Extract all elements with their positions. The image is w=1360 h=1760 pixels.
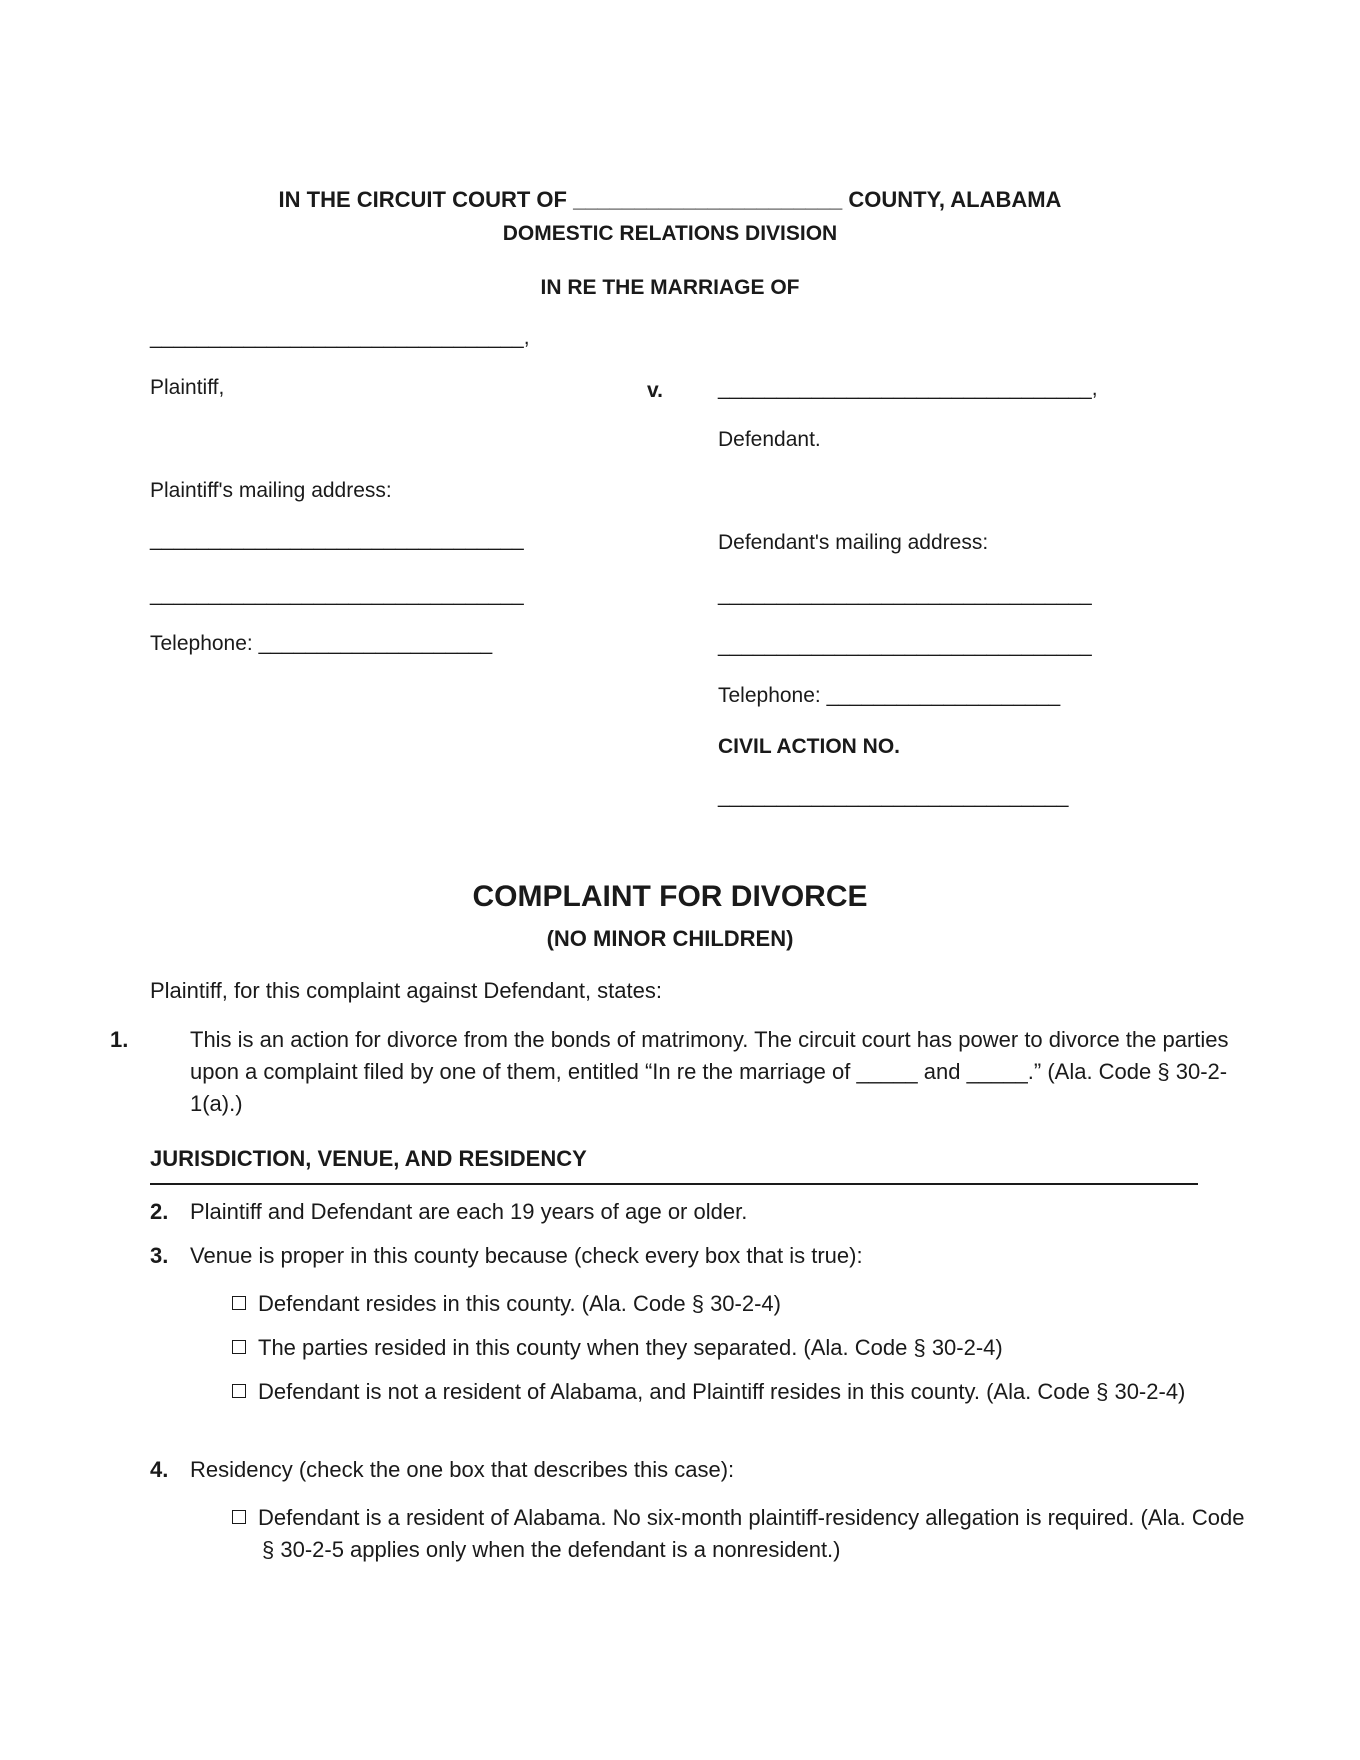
plaintiff-address-line1: ________________________________ <box>150 528 524 551</box>
defendant-address-line1: ________________________________ <box>718 583 1092 606</box>
section-heading: JURISDICTION, VENUE, AND RESIDENCY <box>150 1146 587 1171</box>
paragraph-number: 2. <box>150 1199 169 1224</box>
complaint-intro: Plaintiff, for this complaint against Defendant, states: <box>150 978 662 1003</box>
checkbox[interactable] <box>232 1384 246 1398</box>
paragraph-1 <box>110 1024 1230 1120</box>
paragraph-text: Plaintiff and Defendant are each 19 years of age or older. <box>190 1199 748 1224</box>
venue-option-3[interactable] <box>232 1376 1222 1408</box>
civil-action-line: ______________________________ <box>718 785 1069 808</box>
section-divider <box>150 1183 1198 1185</box>
plaintiff-name-line: ________________________________, <box>150 326 530 349</box>
division-heading: DOMESTIC RELATIONS DIVISION <box>502 222 838 245</box>
defendant-label: Defendant. <box>718 428 821 451</box>
residency-option-1[interactable] <box>232 1502 1252 1566</box>
paragraph-text: This is an action for divorce from the bonds of matrimony. The circuit court has power to divorce the parties upon a complaint filed by one of them, entitled “In re the marriage of _____ and _____.” (Ala. Code § 30-2-1(a).) <box>190 1027 1229 1116</box>
plaintiff-address-line2: ________________________________ <box>150 583 524 606</box>
defendant-address-label: Defendant's mailing address: <box>718 531 989 554</box>
option-text: Defendant resides in this county. (Ala. Code § 30-2-4) <box>258 1291 781 1316</box>
plaintiff-address-label: Plaintiff's mailing address: <box>150 479 392 502</box>
paragraph-4 <box>150 1454 734 1486</box>
defendant-name-line: ________________________________, <box>718 377 1098 400</box>
in-re-heading: IN RE THE MARRIAGE OF <box>540 276 800 299</box>
option-text: Defendant is not a resident of Alabama, and Plaintiff resides in this county. (Ala. Code § 30-2-4) <box>258 1379 1186 1404</box>
option-text: The parties resided in this county when they separated. (Ala. Code § 30-2-4) <box>258 1335 1003 1360</box>
checkbox[interactable] <box>232 1510 246 1524</box>
paragraph-3 <box>150 1240 863 1272</box>
paragraph-text: Venue is proper in this county because (check every box that is true): <box>190 1243 863 1268</box>
venue-option-2[interactable] <box>232 1332 1003 1364</box>
defendant-telephone: Telephone: ____________________ <box>718 684 1061 707</box>
venue-option-1[interactable] <box>232 1288 781 1320</box>
versus-label: v. <box>647 379 663 402</box>
court-heading: IN THE CIRCUIT COURT OF ______________________ COUNTY, ALABAMA <box>278 187 1062 212</box>
plaintiff-telephone: Telephone: ____________________ <box>150 632 493 655</box>
plaintiff-label: Plaintiff, <box>150 376 225 399</box>
civil-action-label: CIVIL ACTION NO. <box>718 735 901 758</box>
checkbox[interactable] <box>232 1296 246 1310</box>
document-title: COMPLAINT FOR DIVORCE <box>472 880 868 913</box>
paragraph-2 <box>150 1196 747 1228</box>
paragraph-text: Residency (check the one box that describes this case): <box>190 1457 735 1482</box>
paragraph-number: 1. <box>110 1027 129 1052</box>
defendant-address-line2: ________________________________ <box>718 634 1092 657</box>
paragraph-number: 3. <box>150 1243 169 1268</box>
checkbox[interactable] <box>232 1340 246 1354</box>
paragraph-number: 4. <box>150 1457 169 1482</box>
document-subtitle: (NO MINOR CHILDREN) <box>546 926 794 951</box>
option-text: Defendant is a resident of Alabama. No six-month plaintiff-residency allegation is required. (Ala. Code § 30-2-5 applies only when the defendant is a nonresident.) <box>258 1505 1245 1562</box>
